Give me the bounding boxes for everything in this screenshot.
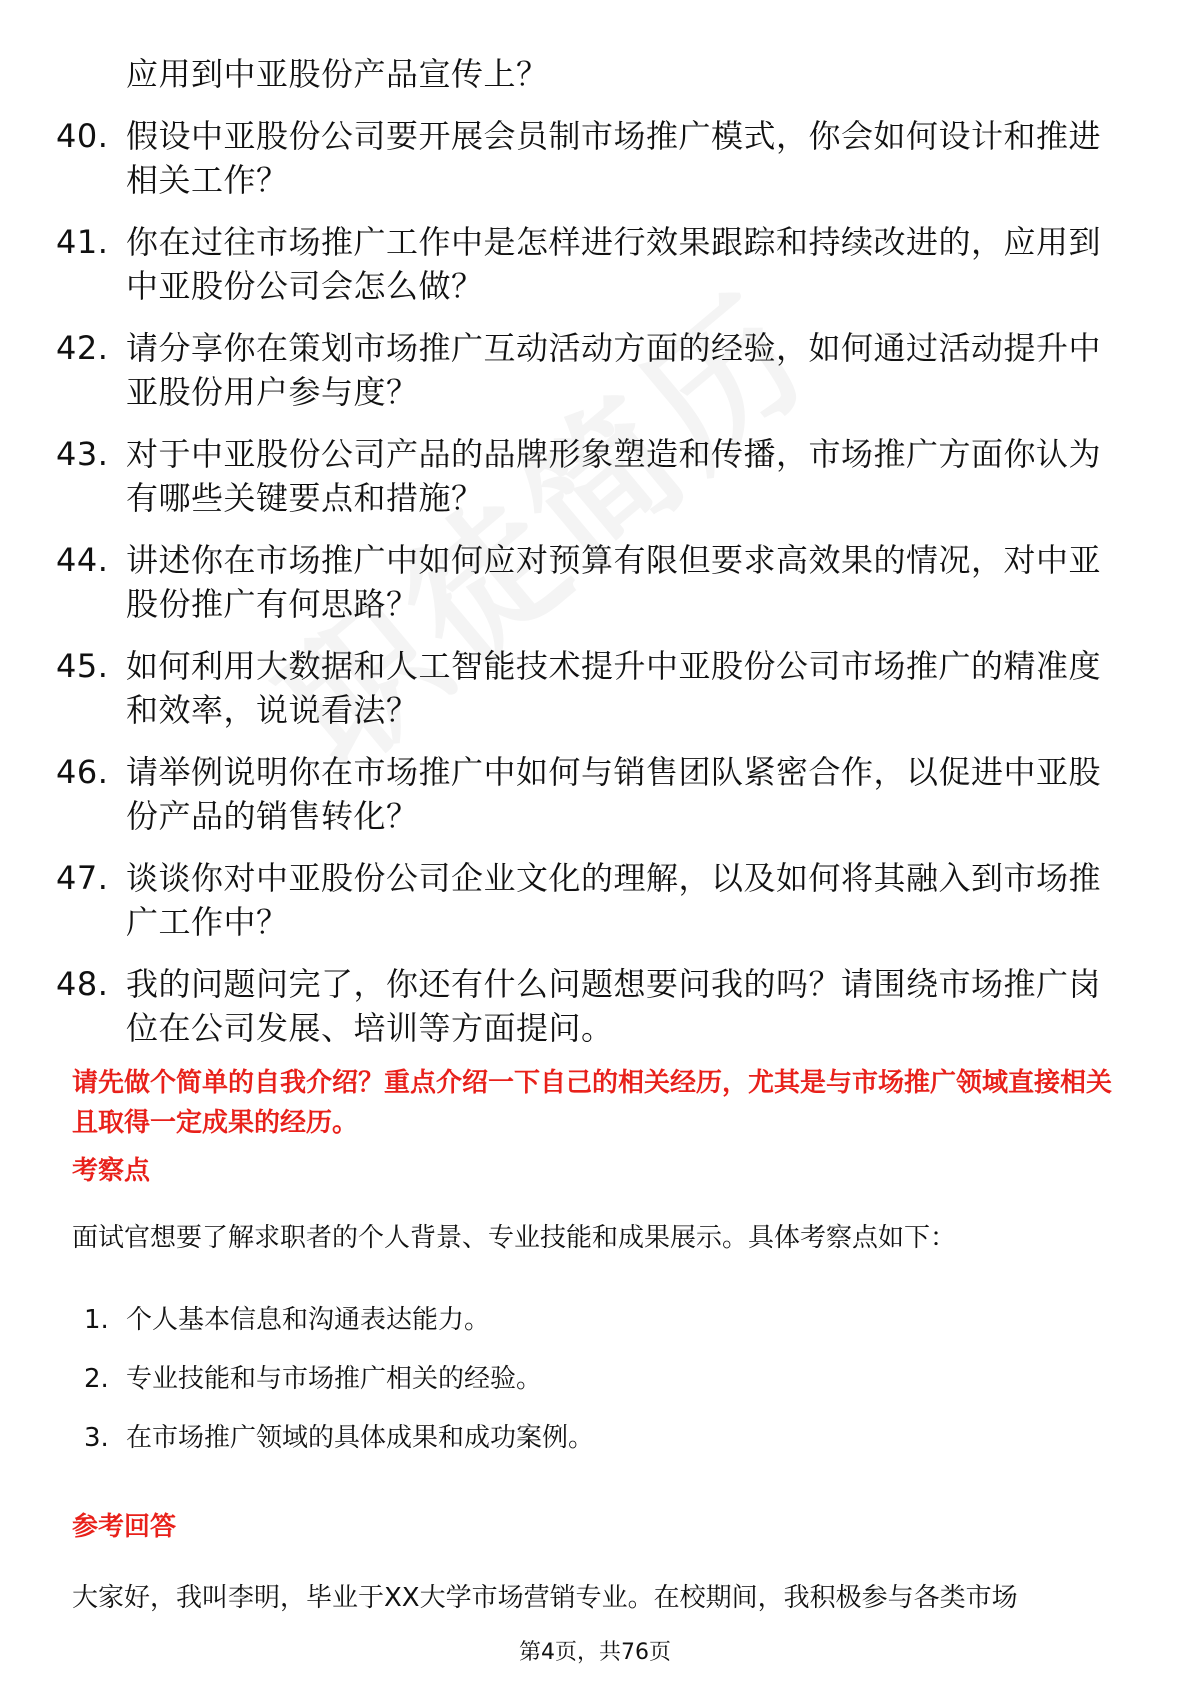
question-text: 我的问题问完了，你还有什么问题想要问我的吗？请围绕市场推广岗位在公司发展、培训等方面提问。 [126,965,1102,1047]
assessment-point [84,1302,1084,1338]
page-footer: 第4页，共76页 [519,1640,671,1665]
question-list [56,52,1126,1068]
assessment-title: 考察点 [72,1156,151,1186]
assessment-point [84,1361,1084,1397]
question-item [56,962,1126,1050]
point-number: 1. [84,1305,109,1335]
question-item [56,644,1126,732]
question-item [56,220,1126,308]
question-item [56,538,1126,626]
point-number: 2. [84,1364,109,1394]
question-number: 41. [56,223,109,261]
assessment-point [84,1420,1084,1456]
question-number: 48. [56,965,109,1003]
question-item [56,750,1126,838]
question-number: 46. [56,753,109,791]
point-text: 个人基本信息和沟通表达能力。 [126,1305,491,1335]
question-text: 对于中亚股份公司产品的品牌形象塑造和传播，市场推广方面你认为有哪些关键要点和措施？ [126,435,1102,517]
question-item [56,114,1126,202]
question-number: 40. [56,117,109,155]
question-item [56,856,1126,944]
assessment-points [84,1302,1084,1479]
question-text: 请分享你在策划市场推广互动活动方面的经验，如何通过活动提升中亚股份用户参与度？ [126,329,1102,411]
question-item [56,52,1126,96]
question-number: 42. [56,329,109,367]
question-number: 44. [56,541,109,579]
point-text: 专业技能和与市场推广相关的经验。 [126,1364,543,1394]
reference-title: 参考回答 [72,1512,177,1542]
assessment-intro: 面试官想要了解求职者的个人背景、专业技能和成果展示。具体考察点如下： [72,1223,957,1253]
question-number: 43. [56,435,109,473]
question-item [56,326,1126,414]
question-item [56,432,1126,520]
question-text: 应用到中亚股份产品宣传上？ [126,55,549,93]
question-text: 你在过往市场推广工作中是怎样进行效果跟踪和持续改进的，应用到中亚股份公司会怎么做？ [126,223,1102,305]
question-number: 47. [56,859,109,897]
question-text: 请举例说明你在市场推广中如何与销售团队紧密合作，以促进中亚股份产品的销售转化？ [126,753,1102,835]
question-text: 谈谈你对中亚股份公司企业文化的理解，以及如何将其融入到市场推广工作中？ [126,859,1102,941]
question-text: 如何利用大数据和人工智能技术提升中亚股份公司市场推广的精准度和效率，说说看法？ [126,647,1102,729]
point-text: 在市场推广领域的具体成果和成功案例。 [126,1423,595,1453]
question-text: 假设中亚股份公司要开展会员制市场推广模式，你会如何设计和推进相关工作？ [126,117,1102,199]
point-number: 3. [84,1423,109,1453]
question-text: 讲述你在市场推广中如何应对预算有限但要求高效果的情况，对中亚股份推广有何思路？ [126,541,1102,623]
featured-question: 请先做个简单的自我介绍？重点介绍一下自己的相关经历，尤其是与市场推广领域直接相关且取得一定成果的经历。 [72,1068,1113,1138]
reference-text: 大家好，我叫李明，毕业于XX大学市场营销专业。在校期间，我积极参与各类市场 [72,1583,1018,1613]
question-number: 45. [56,647,109,685]
